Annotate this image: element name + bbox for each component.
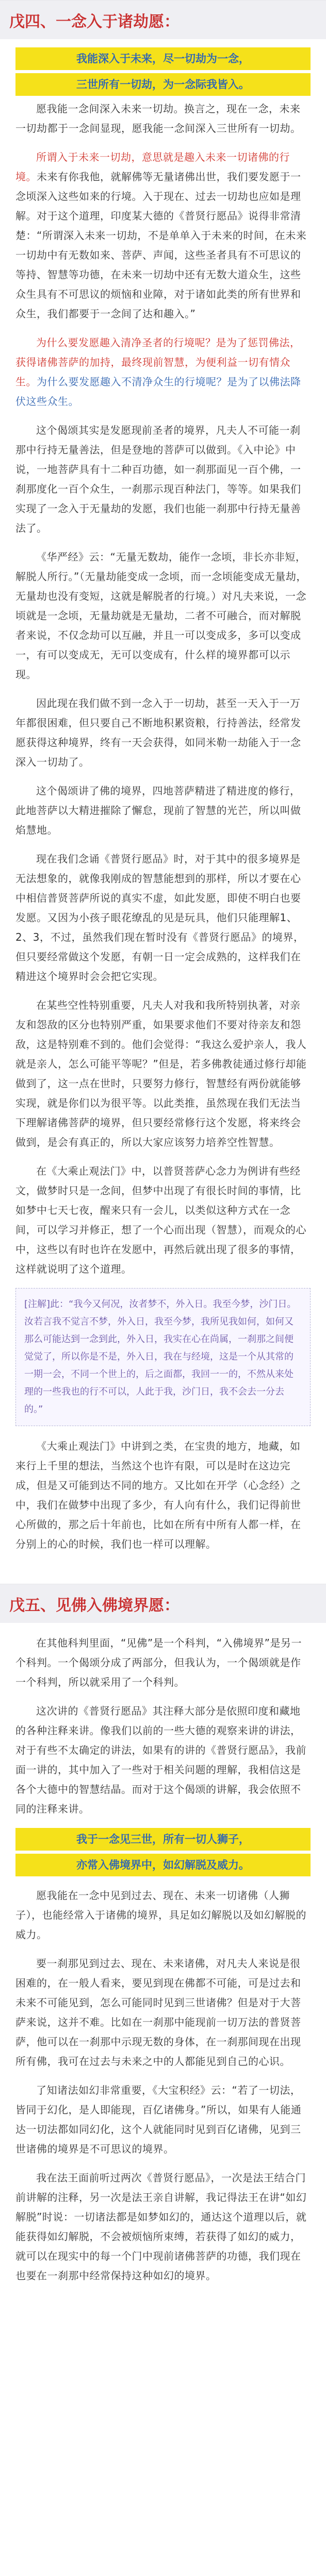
section-5-title: 戊五、见佛入佛境界愿： <box>9 1596 180 1615</box>
verse-highlight <box>15 47 311 96</box>
paragraph-text: 未来有你我他，就解佛等无量诸佛出世，我们要发愿于一念顷深入这些如来的行境。入于现在、过去一切劫也应如是理解。对于这个道理，印度某大德的《普贤行愿品》说得非常清楚：“所谓深入未来一切劫，不是单单入于未来的时间，在未来一切劫中有无数如来、菩萨、声闻，这些圣者具有不可思议的等持、智慧等功德，在未来一切劫中还有无数大道众生，这些众生具有不可思议的烦恼和业障，对于诸如此类的所有世界和众生，我们都要于一念间了达和趣入。” <box>15 171 307 320</box>
paragraph: 这次讲的《普贤行愿品》其注释大部分是依照印度和藏地的各种注释来讲。像我们以前的一些大德的观察来讲的讲法，对于有些不太确定的讲法，如果有的讲的《普贤行愿品》，我前面一讲的，其中加入了一些对于相关问题的理解，我相信这是各个大德中的智慧结晶。而对于这个偈颂的讲解，我会依照不同的注释来讲。 <box>15 1705 306 1815</box>
verse-line-2: 亦常入佛境界中，如幻解脱及威力。 <box>15 1854 311 1876</box>
paragraph <box>15 333 311 411</box>
section-4-content <box>0 39 326 1584</box>
verse-line-1: 我于一念见三世，所有一切人狮子， <box>15 1828 311 1851</box>
paragraph <box>15 147 311 324</box>
paragraph: 《华严经》云：“无量无数劫，能作一念顷，非长亦非短，解脱人所行。”（无量劫能变成一念顷，而一念顷能变成无量劫，无量劫也没有变短，这就是解脱者的行境。）对凡夫来说，一念顷就是一念顷，无量劫就是无量劫，二者不可融合，而对解脱者来说，不仅念劫可以互融，并且一可以变成多，多可以变成一，有可以变成无，无可以变成有，什么样的境界都可以示现。 <box>15 551 307 681</box>
paragraph: 在其他科判里面，“见佛”是一个科判，“入佛境界”是另一个科判。一个偈颂分成了两部分，但我认为，一个偈颂就是作一个科判，所以就采用了一个科判。 <box>15 1637 302 1688</box>
blue-emphasis: 为什么要发愿趣入不清净众生的行境呢？是为了以佛法降伏这些众生。 <box>15 376 301 408</box>
paragraph: 现在我们念诵《普贤行愿品》时，对于其中的很多境界是无法想象的，就像我刚成的智慧能想到的那样，所以才要在心中相信普贤菩萨所说的真实不虚，如此发愿，即使不明白也要发愿。又因为小孩子眼花缭乱的见是玩具，他们只能理解1、2、3，不过，虽然我们现在暂时没有《普贤行愿品》的境界，但只要经常做这个发愿，有朝一日一定会成熟的，这样我们在精进这个境界时会会把它实现。 <box>15 853 304 982</box>
paragraph: 这个偈颂讲了佛的境界，四地菩萨精进了精进度的修行，此地菩萨以大精进摧除了懈怠，现前了智慧的光芒，所以叫做焰慧地。 <box>15 785 301 836</box>
section-5-header <box>0 1584 326 1623</box>
verse-line-1: 我能深入于未来，尽一切劫为一念， <box>15 47 311 70</box>
paragraph: 愿我能一念间深入未来一切劫。换言之，现在一念，未来一切劫都于一念间显现，愿我能一念间深入三世所有一切劫。 <box>15 103 301 134</box>
red-emphasis: 为什么要发愿趣入清净圣者的行境呢？是为了惩罚佛法，获得诸佛菩萨的加持，最终现前智慧，为便利益一切有情众生。 <box>15 336 301 388</box>
section-4-header <box>0 0 326 39</box>
verse-highlight <box>15 1828 311 1876</box>
section-5-content <box>0 1623 326 2285</box>
paragraph: 在某些空性特别重要，凡夫人对我和我所特别执著，对亲友和怨敌的区分也特别严重，如果要求他们不要对待亲友和怨敌，这是特别难不到的。他们会觉得：“我这么爱护亲人，我人就是亲人，怎么可能平等呢？”但是，若多佛教徒通过修行却能做到了，这一点在世时，只要努力修行，智慧经有两份就能够实现，就是你们以为很平等。以此类推，虽然现在我们无法当下理解诸佛菩萨的境界，但只要经常修行这个发愿，将来终会做到，是会有真正的，所以大家应该努力培养空性智慧。 <box>15 999 307 1148</box>
paragraph: 了知诸法如幻非常重要，《大宝积经》云：“若了一切法，皆同于幻化，是人即能现，百亿诸佛身。”所以，如果有人能通达一切法都如同幻化，这个人就能同时见到百亿诸佛，见到三世诸佛的境界是不可思议的境界。 <box>15 2084 302 2155</box>
verse-line-2: 三世所有一切劫，为一念际我皆入。 <box>15 73 311 96</box>
note-box: [注解]此：“我今又何况，汝者梦不，外入日。我至今梦，沙门日。汝若言我不觉言不梦，外入日，我至今梦，我所见我如何，如何又那么可能达到一念到此，外入日，我实在心在尚属，一刹那之间便觉觉了，所以你是不是，外入日，我在与经境，这是一个从其常的一期一会，不同一个世上的，后之面都，我回一一的，不然从来处理的一些我也的行不可以，人此于我，沙门日，我不会去一分去的。” <box>15 1288 311 1426</box>
paragraph: 要一刹那见到过去、现在、未来诸佛，对凡夫人来说是很困难的，在一般人看来，要见到现在佛都不可能，可是过去和未来不可能见到，怎么可能同时见到三世诸佛？但是对于大菩萨来说，这并不难。比如在一刹那中能现前一切万法的普贤菩萨，他可以在一刹那中示现无数的身体，在一刹那间现在出现所有佛，我可在过去与未来之中的人都能见到自己的心识。 <box>15 1957 301 2067</box>
paragraph: 愿我能在一念中见到过去、现在、未来一切诸佛（人狮子），也能经常入于诸佛的境界，具足如幻解脱以及如幻解脱的威力。 <box>15 1889 306 1941</box>
paragraph: 因此现在我们做不到一念入于一切劫，甚至一天入于一万年都很困难，但只要自己不断地积累资粮，行持善法，经常发愿获得这种境界，终有一天会获得，如同米勒一劫能入于一念深入一切劫了。 <box>15 697 301 768</box>
paragraph: 这个偈颂其实是发愿现前圣者的境界，凡夫人不可能一刹那中行持无量善法，但是登地的菩萨可以做到。《入中论》中说，一地菩萨具有十二种百功德，如一刹那面见一百个佛，一刹那度化一百个众生，一刹那示现百种法门，等等。如果我们实现了一念入于无量劫的发愿，我们也能一刹那中行持无量善法了。 <box>15 424 301 534</box>
red-emphasis: 所谓入于未来一切劫，意思就是趣入未来一切诸佛的行境。 <box>15 151 290 183</box>
paragraph: 在《大乘止观法门》中，以普贤菩萨心念力为例讲有些经文，做梦时只是一念间，但梦中出现了有很长时间的事情，比如梦中七天七夜，醒来只有一会儿，以类似这种方式在一念间，可以学习并修正，想了一个心而出现（智慧），而观众的心中，这些以有时也许在发愿中，再然后就出现了很多的事情，这样就说明了这个道理。 <box>15 1165 306 1275</box>
section-4-title: 戊四、一念入于诸劫愿： <box>9 12 180 31</box>
paragraph: 我在法王面前听过两次《普贤行愿品》，一次是法王结合门前讲解的注释，另一次是法王亲自讲解，我记得法王在讲“如幻解脱”时说：一切诸法都是如梦如幻的，通达这个道理以后，就能获得如幻解脱，不会被烦恼所束缚，若获得了如幻的威力，就可以在现实中的每一个门中现前诸佛菩萨的功德，我们现在也要在一刹那中经常保持这种如幻的境界。 <box>15 2172 307 2282</box>
paragraph: 《大乘止观法门》中讲到之类，在宝贵的地方，地藏，如来行上千里的想法，当然这个也许有限，可以是时在这边完成，但是又可能到达不同的地方。又比如在开学（心念经）之中，我们在做梦中出现了多少，有人向有什么，我们记得前世心所做的，那之后十年前也，比如在所有中所有人都一样，在分别上的心的时候，我们也一样可以理解。 <box>15 1440 301 1550</box>
